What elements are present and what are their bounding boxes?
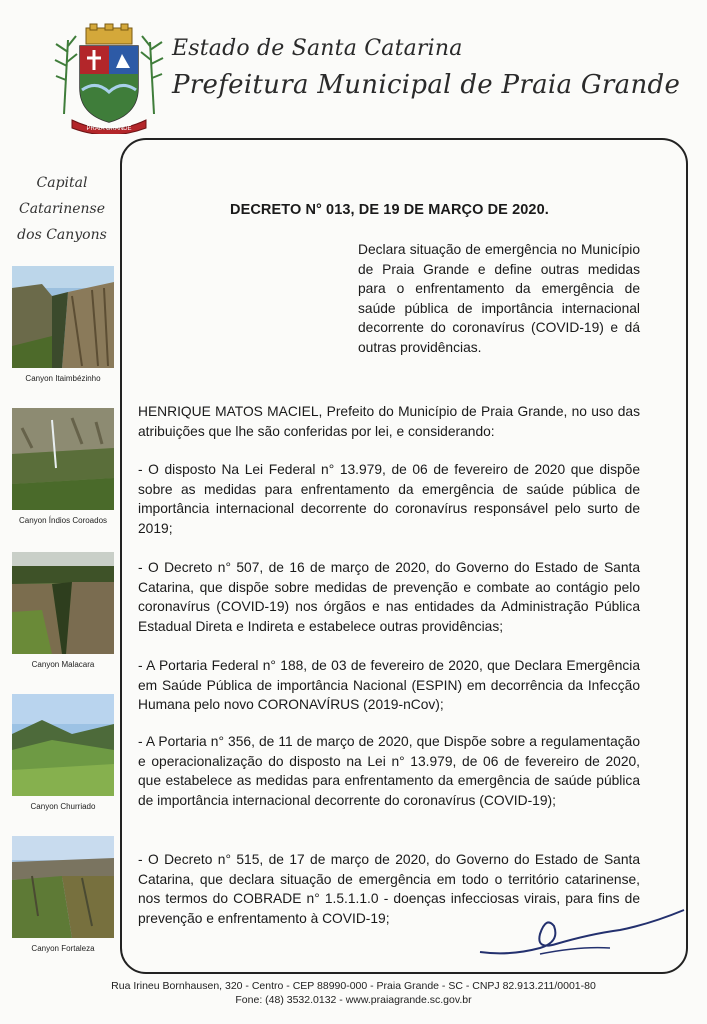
canyon-photo: [12, 836, 114, 953]
photo-caption: Canyon Fortaleza: [31, 944, 95, 953]
consideration-item: - A Portaria Federal n° 188, de 03 de fevereiro de 2020, que Declara Emergência em Saúde Pública de importância Nacional (ESPIN) em decorrência da Infecção Humana pelo novo CORONAVÍRUS (2019-nCov);: [138, 658, 640, 713]
state-name: Estado de Santa Catarina: [172, 36, 463, 61]
footer-address: Rua Irineu Bornhausen, 320 - Centro - CEP 88990-000 - Praia Grande - SC - CNPJ 82.913.211/0001-80: [111, 980, 596, 992]
slogan-line: dos Canyons: [17, 227, 107, 243]
photo-caption: Canyon Malacara: [31, 660, 95, 669]
decree-preamble: HENRIQUE MATOS MACIEL, Prefeito do Município de Praia Grande, no uso das atribuições que lhe são conferidas por lei, e considerando:: [138, 404, 640, 439]
slogan-line: Capital: [36, 175, 88, 191]
signature-mark: [470, 904, 690, 964]
canyon-photo: [12, 408, 114, 525]
canyon-photo: [12, 266, 114, 383]
photo-caption: Canyon Churriado: [30, 802, 96, 811]
crest-motto: PRAIA GRANDE: [86, 126, 132, 132]
sidebar-slogan: [8, 170, 116, 248]
decree-summary: Declara situação de emergência no Município de Praia Grande e define outras medidas para o enfrentamento da emergência de saúde pública de importância internacional decorrente do coronavírus (COVID-19) e dá outras providências.: [358, 242, 640, 355]
consideration-item: - A Portaria n° 356, de 11 de março de 2020, que Dispõe sobre a regulamentação e operacionalização do disposto na Lei n° 13.979, de 06 de fevereiro de 2020, que estabelece as medidas para enfrentamento da emergência de saúde pública de importância internacional decorrente do coronavírus (COVID-19);: [138, 734, 640, 808]
consideration-item: - O Decreto n° 507, de 16 de março de 2020, do Governo do Estado de Santa Catarina, que dispõe sobre medidas de prevenção e combate ao contágio pelo coronavírus (COVID-19) nos órgãos e nas entidades da Administração Pública Estadual Direta e Indireta e estabelece outras providências;: [138, 560, 640, 634]
canyon-churriado-image: [12, 694, 114, 796]
slogan-line: Catarinense: [19, 201, 105, 217]
canyon-indios-coroados-image: [12, 408, 114, 510]
decree-title: DECRETO N° 013, DE 19 DE MARÇO DE 2020.: [230, 202, 549, 218]
canyon-malacara-image: [12, 552, 114, 654]
canyon-itaimbezinho-image: [12, 266, 114, 368]
consideration-item: - O Decreto n° 515, de 17 de março de 2020, do Governo do Estado de Santa Catarina, que declara situação de emergência em todo o território catarinense, nos termos do COBRADE n° 1.5.1.1.0 - doenças infecciosas virais, para fins de prevenção e enfrentamento à COVID-19;: [138, 852, 640, 926]
photo-caption: Canyon Itaimbézinho: [25, 374, 101, 383]
municipality-name: Prefeitura Municipal de Praia Grande: [172, 70, 681, 100]
canyon-fortaleza-image: [12, 836, 114, 938]
canyon-photo: [12, 552, 114, 669]
municipal-coat-of-arms-icon: [50, 22, 168, 134]
footer-contact: Fone: (48) 3532.0132 - www.praiagrande.sc.gov.br: [235, 994, 472, 1006]
photo-caption: Canyon Índios Coroados: [18, 516, 108, 525]
consideration-item: - O disposto Na Lei Federal n° 13.979, de 06 de fevereiro de 2020 que dispõe sobre as medidas para enfrentamento da emergência de saúde pública de importância internacional decorrente do coronavírus responsável pelo surto de 2019;: [138, 462, 640, 536]
canyon-photo: [12, 694, 114, 811]
